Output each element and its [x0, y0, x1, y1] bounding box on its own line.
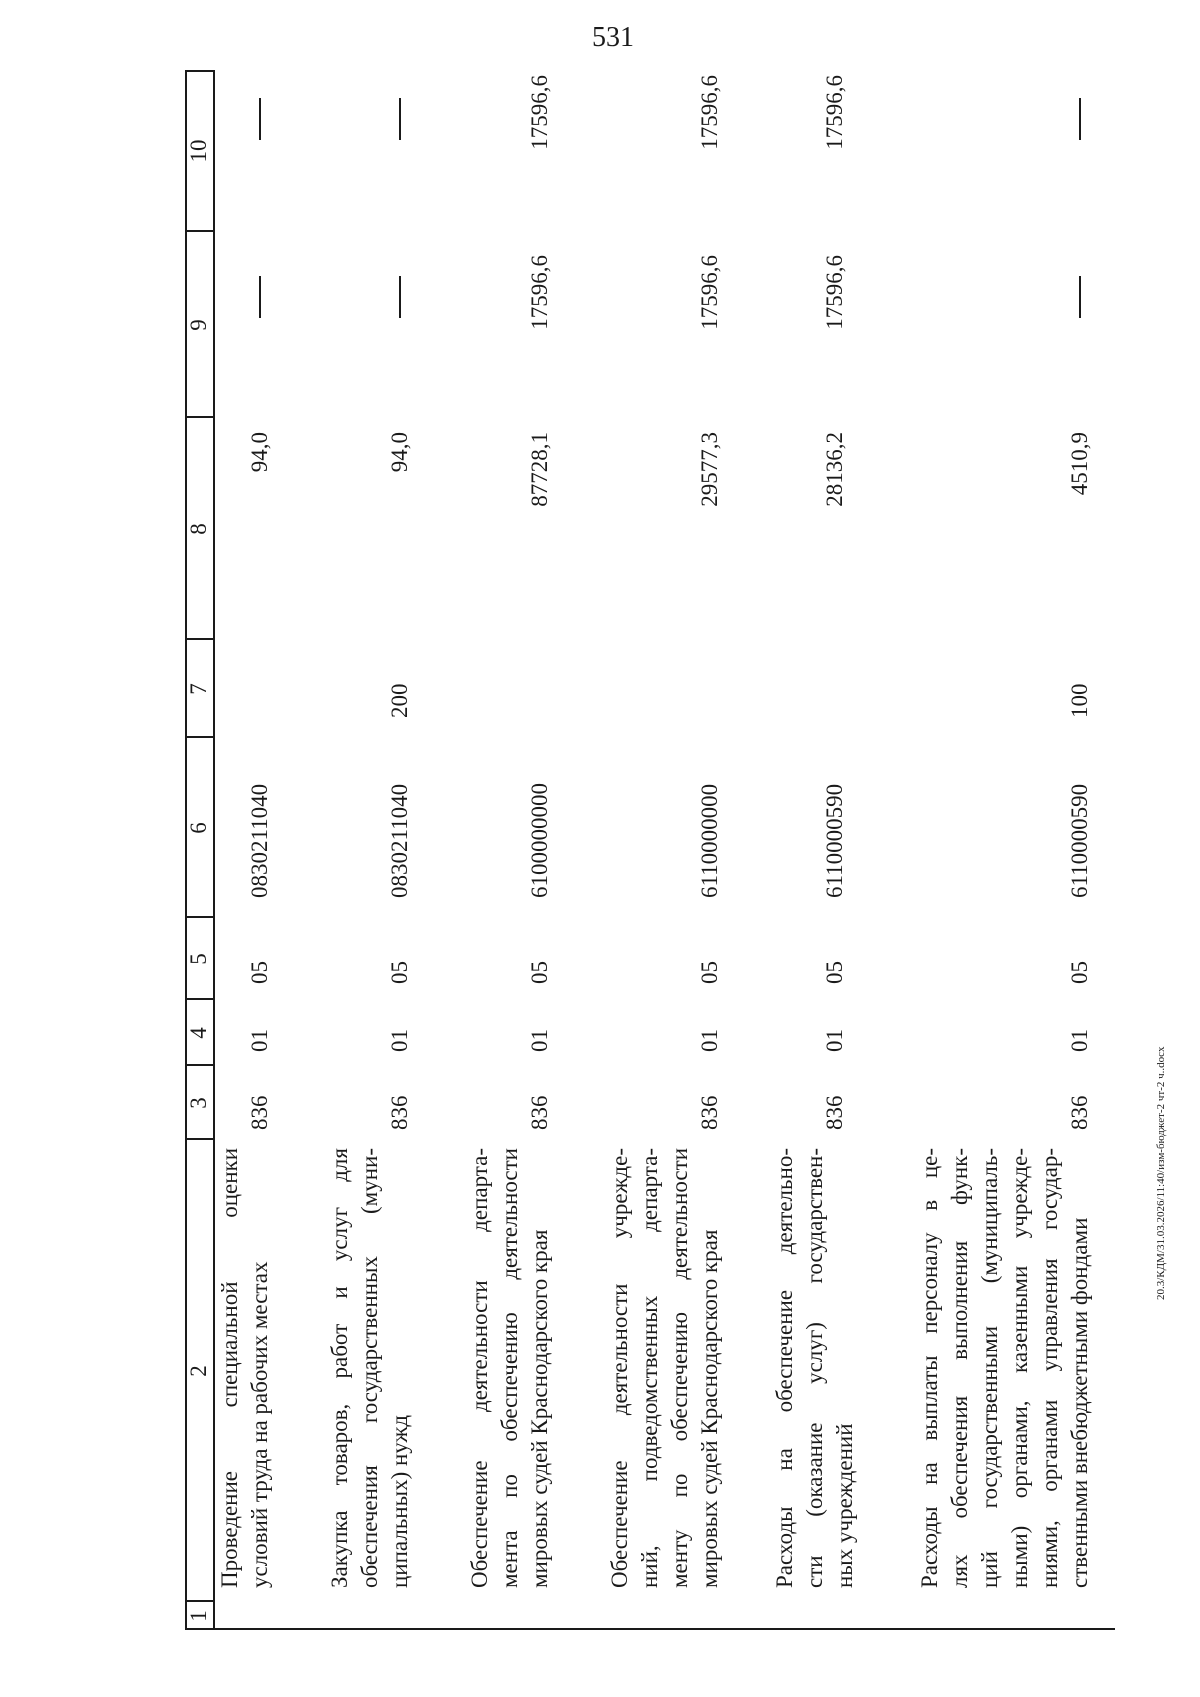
- cell-col-3: 836: [822, 1095, 847, 1130]
- cell-col-4: 01: [822, 1029, 847, 1052]
- header-col-10: 10: [186, 139, 211, 163]
- row-description: [465, 1148, 555, 1588]
- row-description: [770, 1148, 860, 1588]
- cell-col-6: 6110000000: [697, 783, 722, 898]
- cell-col-6: 0830211040: [387, 783, 412, 898]
- description-line: ных учреждений: [832, 1423, 857, 1588]
- cell-col-4: 01: [387, 1029, 412, 1052]
- cell-col-8: 4510,9: [1067, 432, 1092, 496]
- header-col-2: 2: [186, 1365, 211, 1377]
- cell-col-5: 05: [527, 961, 552, 984]
- cell-col-9: 17596,6: [697, 255, 722, 330]
- header-col-3: 3: [186, 1097, 211, 1109]
- header-col-6: 6: [186, 822, 211, 834]
- cell-col-4: 01: [247, 1029, 272, 1052]
- description-line: ний, подведомственных департа-: [637, 1148, 662, 1588]
- header-col-4: 4: [186, 1027, 211, 1039]
- cell-col-10-dash: [259, 98, 261, 140]
- header-col-9: 9: [186, 319, 211, 331]
- cell-col-3: 836: [527, 1095, 552, 1130]
- cell-col-9-dash: [259, 276, 261, 318]
- cell-col-9: 17596,6: [527, 255, 552, 330]
- description-line: сти (оказание услуг) государствен-: [802, 1148, 827, 1588]
- cell-col-4: 01: [697, 1029, 722, 1052]
- cell-col-5: 05: [822, 961, 847, 984]
- cell-col-8: 29577,3: [697, 432, 722, 507]
- description-line: Проведение специальной оценки: [217, 1148, 242, 1588]
- document-footer-code: 20.3/КДМ/31.03.2026/11:40/изм-бюджет-2 чт-2 ч..docx: [1155, 1046, 1167, 1300]
- row-description: [325, 1148, 415, 1588]
- cell-col-6: 0830211040: [247, 783, 272, 898]
- cell-col-6: 6100000000: [527, 783, 552, 898]
- cell-col-3: 836: [247, 1095, 272, 1130]
- description-line: Закупка товаров, работ и услуг для: [327, 1148, 352, 1588]
- cell-col-8: 94,0: [247, 432, 272, 473]
- cell-col-9: 17596,6: [822, 255, 847, 330]
- budget-table: [185, 70, 1115, 1630]
- cell-col-4: 01: [1067, 1029, 1092, 1052]
- description-line: мировых судей Краснодарского края: [697, 1229, 722, 1588]
- row-description: [215, 1148, 275, 1588]
- description-line: обеспечения государственных (муни-: [357, 1148, 382, 1588]
- description-line: ципальных) нужд: [387, 1414, 412, 1588]
- header-col-5: 5: [186, 953, 211, 965]
- description-line: мента по обеспечению деятельности: [497, 1148, 522, 1588]
- cell-col-8: 94,0: [387, 432, 412, 473]
- cell-col-6: 6110000590: [822, 783, 847, 898]
- description-line: Обеспечение деятельности департа-: [467, 1148, 492, 1588]
- cell-col-10-dash: [1079, 98, 1081, 140]
- description-line: Расходы на выплаты персоналу в це-: [917, 1148, 942, 1588]
- cell-col-5: 05: [697, 961, 722, 984]
- cell-col-10: 17596,6: [697, 75, 722, 150]
- cell-col-10: 17596,6: [527, 75, 552, 150]
- cell-col-10: 17596,6: [822, 75, 847, 150]
- cell-col-7: 200: [387, 683, 412, 718]
- description-line: мировых судей Краснодарского края: [527, 1229, 552, 1588]
- header-col-1: 1: [186, 1610, 211, 1622]
- cell-col-7: 100: [1067, 683, 1092, 718]
- cell-col-9-dash: [1079, 276, 1081, 318]
- header-col-7: 7: [186, 683, 211, 695]
- description-line: ственными внебюджетными фондами: [1067, 1217, 1092, 1588]
- cell-col-9-dash: [399, 276, 401, 318]
- cell-col-5: 05: [1067, 961, 1092, 984]
- cell-col-3: 836: [1067, 1095, 1092, 1130]
- cell-col-3: 836: [697, 1095, 722, 1130]
- cell-col-4: 01: [527, 1029, 552, 1052]
- table-left-border: [185, 1628, 1115, 1630]
- description-line: ций государственными (муниципаль-: [977, 1148, 1002, 1588]
- cell-col-5: 05: [387, 961, 412, 984]
- header-col-8: 8: [186, 523, 211, 535]
- cell-col-8: 87728,1: [527, 432, 552, 507]
- cell-col-10-dash: [399, 98, 401, 140]
- page-number: 531: [592, 22, 634, 53]
- cell-col-8: 28136,2: [822, 432, 847, 507]
- description-line: ниями, органами управления государ-: [1037, 1148, 1062, 1588]
- description-line: менту по обеспечению деятельности: [667, 1148, 692, 1588]
- row-description: [605, 1148, 725, 1588]
- description-line: Расходы на обеспечение деятельно-: [772, 1148, 797, 1588]
- description-line: Обеспечение деятельности учрежде-: [607, 1148, 632, 1588]
- description-line: ными) органами, казенными учрежде-: [1007, 1148, 1032, 1588]
- cell-col-3: 836: [387, 1095, 412, 1130]
- description-line: условий труда на рабочих местах: [247, 1261, 272, 1588]
- rotated-table-block: [185, 70, 1115, 1630]
- cell-col-5: 05: [247, 961, 272, 984]
- description-line: лях обеспечения выполнения функ-: [947, 1148, 972, 1588]
- row-description: [915, 1148, 1095, 1588]
- cell-col-6: 6110000590: [1067, 783, 1092, 898]
